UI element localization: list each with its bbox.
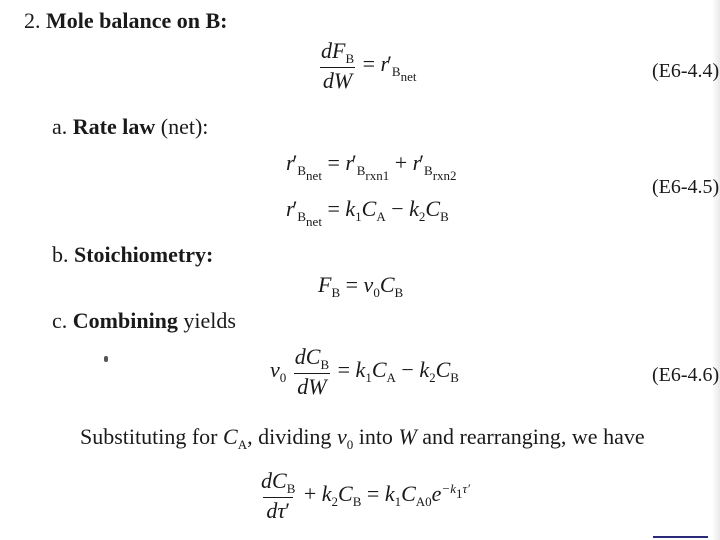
corner-rule <box>653 536 708 538</box>
fraction-dCB-dW: $\frac{dC_B}{dW}$ <box>294 344 330 399</box>
equation-rate-law-sum: r ′ $_{B_{net}}$ = r ′ $_{B_{rxn1}}$ + r ′ $_{B_{rxn2}}$ <box>286 150 457 184</box>
substitution-text-2: , dividing <box>247 424 337 449</box>
item-a-letter: a. <box>52 114 68 139</box>
fraction-dFB-dW: $\frac{dF_B}{dW}$ <box>321 38 355 93</box>
equation-final: $\frac{dC_B}{d\tau'}$ + $k_2C_B = k_1C_{A0}e^{-k_1\tau'}$ <box>258 468 470 524</box>
equation-rate-law-expr: r ′ $_{B_{net}} = k_1C_A - k_2C_B$ <box>286 196 449 230</box>
section-number: 2. <box>24 8 41 33</box>
item-b-letter: b. <box>52 242 69 267</box>
equation-label-e6-4-5: (E6-4.5) <box>652 176 720 198</box>
equation-label-e6-4-6: (E6-4.6) <box>652 364 720 386</box>
scan-speck <box>104 356 108 362</box>
item-c-bold: Combining <box>72 308 178 333</box>
item-c-rest: yields <box>177 308 236 333</box>
equation-stoichiometry: $F_B = v_0C_B$ <box>318 272 404 300</box>
section-heading <box>24 8 228 34</box>
equation-label-e6-4-4: (E6-4.4) <box>652 60 720 82</box>
section-title: Mole balance on B: <box>46 8 228 33</box>
item-a-rest: (net): <box>155 114 209 139</box>
item-c-heading <box>52 308 236 334</box>
item-b-heading <box>52 242 213 268</box>
equation-combined: $v_0$ $\frac{dC_B}{dW}$ = $k_1C_A - k_2C_B$ <box>270 344 459 399</box>
item-a-heading <box>52 114 208 140</box>
item-b-bold: Stoichiometry: <box>74 242 214 267</box>
item-c-letter: c. <box>52 308 68 333</box>
substitution-text-1: Substituting for <box>80 424 224 449</box>
equation-mole-balance: $\frac{dF_B}{dW}$ = r ′ $_{B_{net}}$ <box>318 38 416 94</box>
substitution-sentence: Substituting for $C_A$, dividing $v_0$ into W and rearranging, we have <box>80 424 645 452</box>
fraction-dCB-dtau: $\frac{dC_B}{d\tau'}$ <box>261 468 296 523</box>
item-a-bold: Rate law <box>72 114 156 139</box>
substitution-text-3: into <box>353 424 399 449</box>
substitution-text-4: and rearranging, we have <box>416 424 645 449</box>
